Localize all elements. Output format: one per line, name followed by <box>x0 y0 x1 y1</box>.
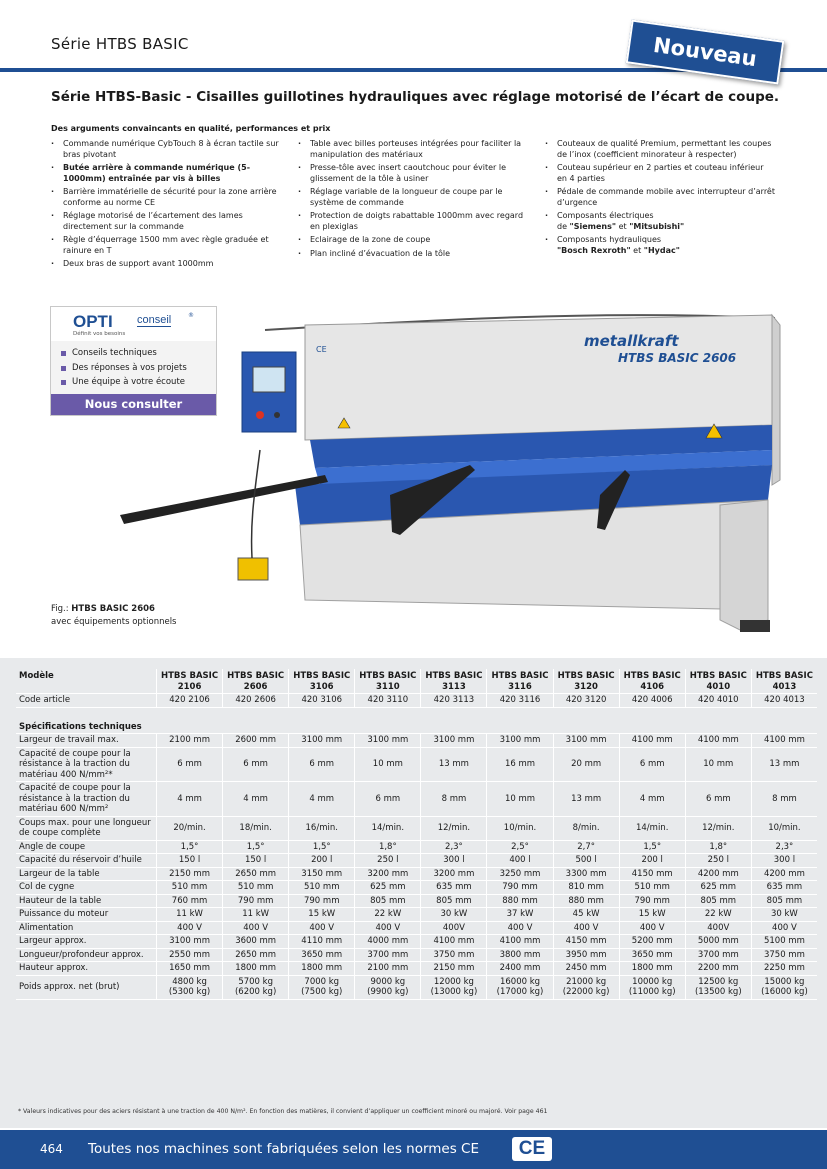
table-cell: 510 mm <box>289 881 355 895</box>
table-cell: 760 mm <box>157 894 223 908</box>
table-cell: 5000 mm <box>685 935 751 949</box>
table-cell: 2,5° <box>487 840 553 854</box>
opti-item: Conseils techniques <box>60 346 187 361</box>
model-name: HTBS BASIC 2106 <box>157 669 223 694</box>
table-cell: 500 l <box>553 854 619 868</box>
row-label: Alimentation <box>16 921 157 935</box>
table-cell: 22 kW <box>685 908 751 922</box>
row-label: Puissance du moteur <box>16 908 157 922</box>
model-name: HTBS BASIC 3106 <box>289 669 355 694</box>
table-cell: 1,5° <box>289 840 355 854</box>
table-cell: 13 mm <box>421 747 487 782</box>
feature-item: . Presse-tôle avec insert caoutchouc pour éviter le glissement de la tôle à usiner <box>298 163 528 184</box>
table-cell: 10/min. <box>751 816 817 840</box>
table-row <box>16 840 817 854</box>
row-label: Hauteur approx. <box>16 962 157 976</box>
table-cell: 2600 mm <box>223 734 289 748</box>
table-cell: 1650 mm <box>157 962 223 976</box>
table-cell: 400 V <box>157 921 223 935</box>
table-cell: 4100 mm <box>685 734 751 748</box>
table-cell: 4100 mm <box>619 734 685 748</box>
table-cell: 3100 mm <box>553 734 619 748</box>
table-cell: 150 l <box>223 854 289 868</box>
row-label: Longueur/profondeur approx. <box>16 948 157 962</box>
features-column-3 <box>545 139 775 259</box>
feature-item: . Table avec billes porteuses intégrées pour faciliter la manipulation des matériaux <box>298 139 528 160</box>
table-cell: 1,8° <box>355 840 421 854</box>
table-cell: 2200 mm <box>685 962 751 976</box>
table-cell: 790 mm <box>223 894 289 908</box>
table-cell: 300 l <box>751 854 817 868</box>
table-cell: 13 mm <box>553 782 619 817</box>
table-cell: 4100 mm <box>487 935 553 949</box>
table-cell: 2550 mm <box>157 948 223 962</box>
table-cell: 8 mm <box>751 782 817 817</box>
table-row <box>16 908 817 922</box>
row-label: Angle de coupe <box>16 840 157 854</box>
table-cell: 3150 mm <box>289 867 355 881</box>
feature-item: . Pédale de commande mobile avec interrupteur d’arrêt d’urgence <box>545 187 775 208</box>
row-label: Largeur approx. <box>16 935 157 949</box>
table-cell: 400V <box>421 921 487 935</box>
figure-caption: Fig.: HTBS BASIC 2606 avec équipements optionnels <box>51 604 177 627</box>
table-cell: 250 l <box>685 854 751 868</box>
table-row <box>16 747 817 782</box>
machine-model: HTBS BASIC 2606 <box>618 351 737 365</box>
table-cell: 2150 mm <box>157 867 223 881</box>
table-cell: 3750 mm <box>421 948 487 962</box>
table-cell: 12/min. <box>421 816 487 840</box>
table-cell: 880 mm <box>553 894 619 908</box>
table-cell: 22 kW <box>355 908 421 922</box>
table-header-row: Modèle HTBS BASIC 2106 HTBS BASIC 2606 HTBS BASIC 3106 HTBS BASIC 3110 HTBS BASIC 3113 HTBS BASIC 3116 HTBS BASIC 3120 HTBS BASIC 4106 HTBS BASIC 4010 HTBS BASIC 4013 <box>16 669 817 694</box>
table-cell: 400 V <box>289 921 355 935</box>
table-cell: 4200 mm <box>751 867 817 881</box>
table-cell: 3650 mm <box>619 948 685 962</box>
table-cell: 15 kW <box>289 908 355 922</box>
table-cell: 1800 mm <box>223 962 289 976</box>
row-label: Coups max. pour une longueur de coupe complète <box>16 816 157 840</box>
table-cell: 3100 mm <box>355 734 421 748</box>
table-row <box>16 921 817 935</box>
model-name: HTBS BASIC 3120 <box>553 669 619 694</box>
table-cell: 4 mm <box>289 782 355 817</box>
machine-illustration <box>100 300 790 645</box>
table-cell: 400 l <box>487 854 553 868</box>
model-name: HTBS BASIC 2606 <box>223 669 289 694</box>
table-cell: 4150 mm <box>553 935 619 949</box>
table-cell: 37 kW <box>487 908 553 922</box>
table-cell: 4000 mm <box>355 935 421 949</box>
row-label: Col de cygne <box>16 881 157 895</box>
feature-item: . Composants hydrauliques "Bosch Rexroth" et "Hydac" <box>545 235 775 256</box>
table-cell: 11 kW <box>157 908 223 922</box>
table-cell: 45 kW <box>553 908 619 922</box>
table-cell: 16 mm <box>487 747 553 782</box>
table-cell: 1,5° <box>157 840 223 854</box>
features-column-1 <box>51 139 279 273</box>
table-cell: 3200 mm <box>421 867 487 881</box>
table-cell: 1,8° <box>685 840 751 854</box>
table-cell: 30 kW <box>751 908 817 922</box>
table-cell: 4100 mm <box>421 935 487 949</box>
row-label: Capacité de coupe pour la résistance à la traction du matériau 600 N/mm² <box>16 782 157 817</box>
table-row <box>16 734 817 748</box>
feature-item: . Butée arrière à commande numérique (5-1000mm) entraînée par vis à billes <box>51 163 279 184</box>
table-cell: 20/min. <box>157 816 223 840</box>
table-cell: 2650 mm <box>223 948 289 962</box>
table-row <box>16 782 817 817</box>
table-cell: 400 V <box>355 921 421 935</box>
table-cell: 2400 mm <box>487 962 553 976</box>
table-cell: 790 mm <box>619 894 685 908</box>
footnote: * Valeurs indicatives pour des aciers résistant à une traction de 400 N/m². En fonction des matières, il convient d’appliquer un coefficient minoré ou majoré. Voir page 461 <box>18 1108 548 1115</box>
table-cell: 3100 mm <box>289 734 355 748</box>
table-cell: 4 mm <box>157 782 223 817</box>
table-row <box>16 816 817 840</box>
table-cell: 400 V <box>553 921 619 935</box>
table-cell: 2250 mm <box>751 962 817 976</box>
features-column-2 <box>298 139 528 262</box>
feature-item: . Commande numérique CybTouch 8 à écran tactile sur bras pivotant <box>51 139 279 160</box>
table-cell: 5200 mm <box>619 935 685 949</box>
table-row <box>16 854 817 868</box>
table-cell: 2,3° <box>751 840 817 854</box>
table-cell: 6 mm <box>223 747 289 782</box>
table-cell: 3100 mm <box>487 734 553 748</box>
table-cell: 10 mm <box>355 747 421 782</box>
table-cell: 16/min. <box>289 816 355 840</box>
table-cell: 400 V <box>751 921 817 935</box>
table-cell: 3650 mm <box>289 948 355 962</box>
table-cell: 4 mm <box>619 782 685 817</box>
table-row <box>16 867 817 881</box>
feature-item: . Règle d’équerrage 1500 mm avec règle graduée et rainure en T <box>51 235 279 256</box>
table-cell: 3950 mm <box>553 948 619 962</box>
page-number: 464 <box>40 1142 63 1156</box>
row-label: Capacité du réservoir d’huile <box>16 854 157 868</box>
spec-table <box>16 669 817 1000</box>
table-cell: 1800 mm <box>619 962 685 976</box>
feature-item: . Plan incliné d’évacuation de la tôle <box>298 249 528 260</box>
table-cell: 790 mm <box>289 894 355 908</box>
table-cell: 30 kW <box>421 908 487 922</box>
table-cell: 790 mm <box>487 881 553 895</box>
table-cell: 2150 mm <box>421 962 487 976</box>
table-cell: 1800 mm <box>289 962 355 976</box>
table-cell: 18/min. <box>223 816 289 840</box>
table-cell: 3600 mm <box>223 935 289 949</box>
table-cell: 14/min. <box>619 816 685 840</box>
table-cell: 2,7° <box>553 840 619 854</box>
page-footer <box>0 1130 827 1169</box>
row-label: Largeur de travail max. <box>16 734 157 748</box>
table-cell: 20 mm <box>553 747 619 782</box>
model-name: HTBS BASIC 4106 <box>619 669 685 694</box>
table-row <box>16 962 817 976</box>
table-row <box>16 948 817 962</box>
table-cell: 805 mm <box>421 894 487 908</box>
table-cell: 880 mm <box>487 894 553 908</box>
table-cell: 805 mm <box>685 894 751 908</box>
table-cell: 5100 mm <box>751 935 817 949</box>
table-cell: 2100 mm <box>355 962 421 976</box>
table-cell: 3200 mm <box>355 867 421 881</box>
feature-item: . Deux bras de support avant 1000mm <box>51 259 279 270</box>
spec-section-title: Spécifications techniques <box>16 707 817 734</box>
table-cell: 10 mm <box>487 782 553 817</box>
table-row: Poids approx. net (brut) 4800 kg (5300 kg) 5700 kg (6200 kg) 7000 kg (7500 kg) 9000 kg (9900 kg) 12000 kg (13000 kg) 16000 kg (17000 kg) 21000 kg (22000 kg) 10000 kg (11000 kg) 12500 kg (13500 kg) 15000 kg (16000 kg) <box>16 975 817 999</box>
table-cell: 805 mm <box>355 894 421 908</box>
table-cell: 13 mm <box>751 747 817 782</box>
table-cell: 4200 mm <box>685 867 751 881</box>
model-name: HTBS BASIC 4010 <box>685 669 751 694</box>
table-cell: 510 mm <box>157 881 223 895</box>
model-name: HTBS BASIC 3110 <box>355 669 421 694</box>
table-cell: 2,3° <box>421 840 487 854</box>
main-title: Série HTBS-Basic - Cisailles guillotines hydrauliques avec réglage motorisé de l’écart de coupe. <box>51 89 780 105</box>
table-cell: 6 mm <box>685 782 751 817</box>
table-row <box>16 894 817 908</box>
table-cell: 2650 mm <box>223 867 289 881</box>
feature-item: . Composants électriques de "Siemens" et "Mitsubishi" <box>545 211 775 232</box>
machine-brand: metallkraft <box>584 332 679 350</box>
table-cell: 1,5° <box>223 840 289 854</box>
table-cell: 810 mm <box>553 881 619 895</box>
feature-item: . Eclairage de la zone de coupe <box>298 235 528 246</box>
table-cell: 200 l <box>619 854 685 868</box>
table-row: Code article 420 2106 420 2606 420 3106 420 3110 420 3113 420 3116 420 3120 420 4006 420 4010 420 4013 <box>16 694 817 708</box>
model-name: HTBS BASIC 3113 <box>421 669 487 694</box>
table-cell: 3100 mm <box>157 935 223 949</box>
table-cell: 400V <box>685 921 751 935</box>
table-cell: 15 kW <box>619 908 685 922</box>
new-badge: Nouveau <box>626 19 785 84</box>
contact-button[interactable]: Nous consulter <box>51 394 216 415</box>
row-label: Largeur de la table <box>16 867 157 881</box>
table-cell: 14/min. <box>355 816 421 840</box>
table-cell: 510 mm <box>223 881 289 895</box>
arguments-title: Des arguments convaincants en qualité, performances et prix <box>51 124 331 133</box>
table-cell: 805 mm <box>751 894 817 908</box>
table-cell: 2450 mm <box>553 962 619 976</box>
table-cell: 510 mm <box>619 881 685 895</box>
table-cell: 400 V <box>223 921 289 935</box>
table-cell: 6 mm <box>289 747 355 782</box>
table-row <box>16 935 817 949</box>
table-cell: 200 l <box>289 854 355 868</box>
machine-ce-mark: CE <box>316 345 327 354</box>
opti-item: Une équipe à votre écoute <box>60 375 187 390</box>
model-name: HTBS BASIC 3116 <box>487 669 553 694</box>
series-title: Série HTBS BASIC <box>51 35 189 53</box>
table-cell: 10 mm <box>685 747 751 782</box>
table-cell: 10/min. <box>487 816 553 840</box>
table-cell: 3700 mm <box>685 948 751 962</box>
table-cell: 2100 mm <box>157 734 223 748</box>
opti-logo: OPTI conseil ® Définit vos besoins <box>51 307 216 341</box>
table-cell: 6 mm <box>619 747 685 782</box>
table-cell: 3100 mm <box>421 734 487 748</box>
feature-item: . Couteaux de qualité Premium, permettant les coupes de l’inox (coefficient minorateur à respecter) <box>545 139 775 160</box>
table-cell: 4150 mm <box>619 867 685 881</box>
feature-item: . Couteau supérieur en 2 parties et couteau inférieur en 4 parties <box>545 163 775 184</box>
table-cell: 8 mm <box>421 782 487 817</box>
feature-item: . Réglage motorisé de l’écartement des lames directement sur la commande <box>51 211 279 232</box>
table-cell: 625 mm <box>685 881 751 895</box>
table-cell: 6 mm <box>157 747 223 782</box>
table-cell: 300 l <box>421 854 487 868</box>
opti-item: Des réponses à vos projets <box>60 361 187 376</box>
table-cell: 3300 mm <box>553 867 619 881</box>
ce-mark-icon: CE <box>512 1137 552 1161</box>
table-cell: 625 mm <box>355 881 421 895</box>
feature-item: . Réglage variable de la longueur de coupe par le système de commande <box>298 187 528 208</box>
table-cell: 6 mm <box>355 782 421 817</box>
table-row <box>16 881 817 895</box>
table-cell: 3800 mm <box>487 948 553 962</box>
table-cell: 12/min. <box>685 816 751 840</box>
table-cell: 635 mm <box>751 881 817 895</box>
table-cell: 635 mm <box>421 881 487 895</box>
table-cell: 8/min. <box>553 816 619 840</box>
table-cell: 4100 mm <box>751 734 817 748</box>
model-name: HTBS BASIC 4013 <box>751 669 817 694</box>
table-cell: 400 V <box>619 921 685 935</box>
feature-item: . Barrière immatérielle de sécurité pour la zone arrière conforme au norme CE <box>51 187 279 208</box>
table-cell: 3750 mm <box>751 948 817 962</box>
table-cell: 3250 mm <box>487 867 553 881</box>
row-label: Capacité de coupe pour la résistance à la traction du matériau 400 N/mm²* <box>16 747 157 782</box>
row-label: Hauteur de la table <box>16 894 157 908</box>
table-cell: 4110 mm <box>289 935 355 949</box>
table-cell: 4 mm <box>223 782 289 817</box>
table-cell: 11 kW <box>223 908 289 922</box>
table-cell: 3700 mm <box>355 948 421 962</box>
footer-text: Toutes nos machines sont fabriquées selon les normes CE <box>88 1141 480 1157</box>
table-cell: 400 V <box>487 921 553 935</box>
table-cell: 150 l <box>157 854 223 868</box>
table-cell: 250 l <box>355 854 421 868</box>
feature-item: . Protection de doigts rabattable 1000mm avec regard en plexiglas <box>298 211 528 232</box>
table-cell: 1,5° <box>619 840 685 854</box>
